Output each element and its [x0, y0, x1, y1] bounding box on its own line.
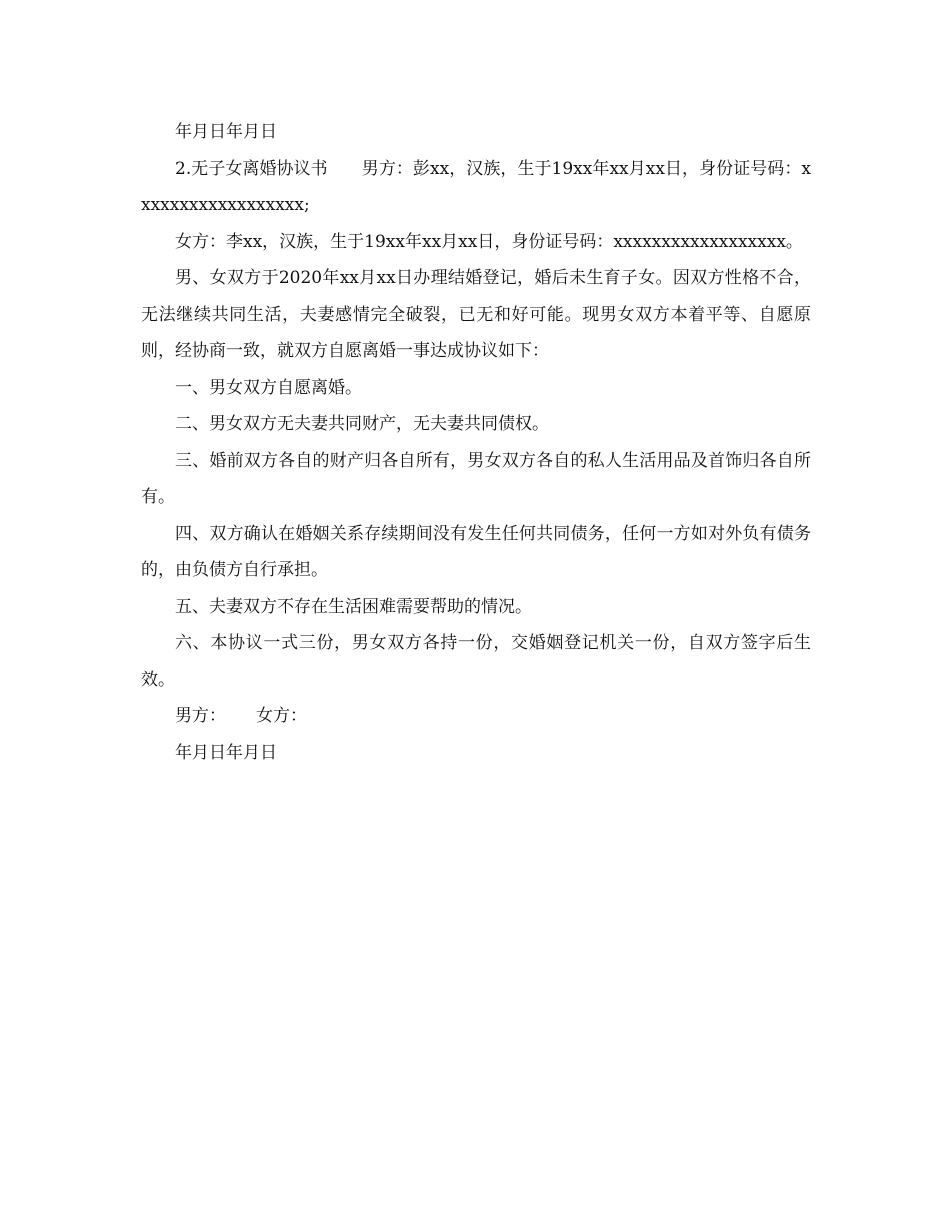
clause-6: 六、本协议一式三份，男女双方各持一份，交婚姻登记机关一份，自双方签字后生效。: [141, 633, 811, 690]
signature-line: [141, 698, 811, 735]
clause-4: 四、双方确认在婚姻关系存续期间没有发生任何共同债务，任何一方如对外负有债务的，由负债方自行承担。: [141, 523, 811, 580]
clause-5: 五、夫妻双方不存在生活困难需要帮助的情况。: [175, 596, 532, 617]
clause-3: 三、婚前双方各自的财产归各自所有，男女双方各自的私人生活用品及首饰归各自所有。: [141, 450, 811, 507]
agreement-title: 2.无子女离婚协议书: [175, 158, 328, 179]
signature-female-label: 女方：: [256, 706, 307, 726]
intro-paragraph: [141, 151, 811, 224]
male-party-info: 男方：彭xx，汉族，生于19xx年xx月xx日，身份证号码：xxxxxxxxxxxxxxxxxx;: [141, 158, 811, 215]
signature-male-label: 男方：: [175, 706, 226, 726]
preamble-paragraph: 男、女双方于2020年xx月xx日办理结婚登记，婚后未生育子女。因双方性格不合，无法继续共同生活，夫妻感情完全破裂，已无和好可能。现男女双方本着平等、自愿原则，经协商一致，就双方自愿离婚一事达成协议如下：: [141, 268, 811, 361]
date-line-top: 年月日年月日: [175, 122, 277, 142]
female-party-info: 女方：李xx，汉族，生于19xx年xx月xx日，身份证号码：xxxxxxxxxxxxxxxxxx。: [175, 231, 803, 252]
clause-1: 一、男女双方自愿离婚。: [175, 377, 362, 398]
date-line-bottom: 年月日年月日: [175, 742, 277, 763]
document-body: [141, 114, 811, 771]
clause-2: 二、男女双方无夫妻共同财产，无夫妻共同债权。: [175, 414, 549, 434]
